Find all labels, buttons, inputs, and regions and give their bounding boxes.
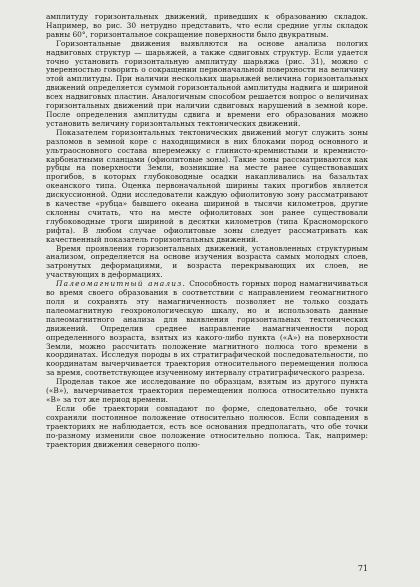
paragraph-4-text: Время проявления горизонтальных движений, установленных структурным анализом, определяется на основе изучения возраста самых молодых слоев, затронутых деформациями, и возраста перекрывающих их слоев, не участвующих в деформациях. xyxy=(46,243,368,280)
paragraph-3 xyxy=(46,129,368,245)
paragraph-1-text: амплитуду горизонтальных движений, приведших к образованию складок. Например, во рис. 30 нетрудно представить, что если средние углы складок равны 60°, горизонтальное сокращение поверхности было двукратным. xyxy=(46,12,368,39)
paragraph-1 xyxy=(46,13,368,40)
paragraph-4 xyxy=(46,245,368,281)
paragraph-5 xyxy=(46,280,368,378)
section-heading-paleomagnetic: Палеомагнитный анализ. xyxy=(56,279,187,289)
paragraph-7-text: Если обе траектории совпадают по форме, следовательно, обе точки сохраняли постоянное положение относительно полюсов. Если совпадения в траекториях не наблюдается, есть все основания предполагать, что обе точки по-разному изменили свое положение относительно полюса. Так, например: траектория движения северного полю- xyxy=(46,403,368,449)
paragraph-2-text: Горизонтальные движения выявляются на основе анализа пологих надвиговых структур — шарьяжей, а также сдвиговых структур. Если удается точно установить горизонтальную амплитуду шарьяжа (рис. 31), можно с уверенностью говорить о сокращении первоначальной поверхности на величину этой амплитуды. При наличии нескольких шарьяжей величина горизонтальных движений определяется суммой горизонтальной амплитуды надвига и шириной всех надвиговых пластин. Аналогичным способом решается вопрос о величинах горизонтальных движений при наличии сдвиговых нарушений в земной коре. После определения амплитуды сдвига и времени его образования можно установить величину горизонтальных тектонических движений. xyxy=(46,38,368,128)
paragraph-6 xyxy=(46,378,368,405)
paragraph-7 xyxy=(46,405,368,450)
page-number: 71 xyxy=(357,564,368,573)
paragraph-5-text: Способность горных пород намагничиваться во время своего образования в соответствии с направлением геомагнитного поля и сохранять эту намагниченность позволяет не только создать палеомагнитную геохронологическую шкалу, но и использовать данные палеомагнитного анализа для выявления горизонтальных тектонических движений. Определив среднее направление намагниченности пород определенного возраста, взятых из какого-либо пункта («А») на поверхности Земли, можно рассчитать положение магнитного полюса того времени в координатах. Исследуя породы в их стратиграфической последовательности, по координатам вычерчивается траектория относительного перемещения полюса за время, соответствующее изученному интервалу стратиграфического разреза. xyxy=(46,279,369,378)
paragraph-2 xyxy=(46,40,368,129)
paragraph-3-text: Показателем горизонтальных тектонических движений могут служить зоны разломов в земной коре с находящимися в них блоками пород основного и ультраосновного состава вперемежку с глинисто-кремнистыми и кремнисто-карбонатными сланцами (офиолитовые зоны). Такие зоны рассматриваются как рубцы на поверхности Земли, возникшие на месте ранее существовавших прогибов, в которых глубоководные осадки накапливались на базальтах океанского типа. Оценка первоначальной ширины таких прогибов является дискуссионной. Одни исследователи каждую офиолитовую зону рассматривают в качестве «рубца» бывшего океана шириной в тысячи километров, другие склонны считать, что на месте офиолитовых зон ранее существовали глубоководные троги шириной в десятки километров (типа Красноморского рифта). В любом случае офиолитовые зоны следует рассматривать как качественный показатель горизонтальных движений. xyxy=(46,127,368,244)
paragraph-6-text: Проделав такое же исследование по образцам, взятым из другого пункта («В»), вычерчивается траектория перемещения полюса относительно пункта «В» за тот же период времени. xyxy=(46,377,368,404)
